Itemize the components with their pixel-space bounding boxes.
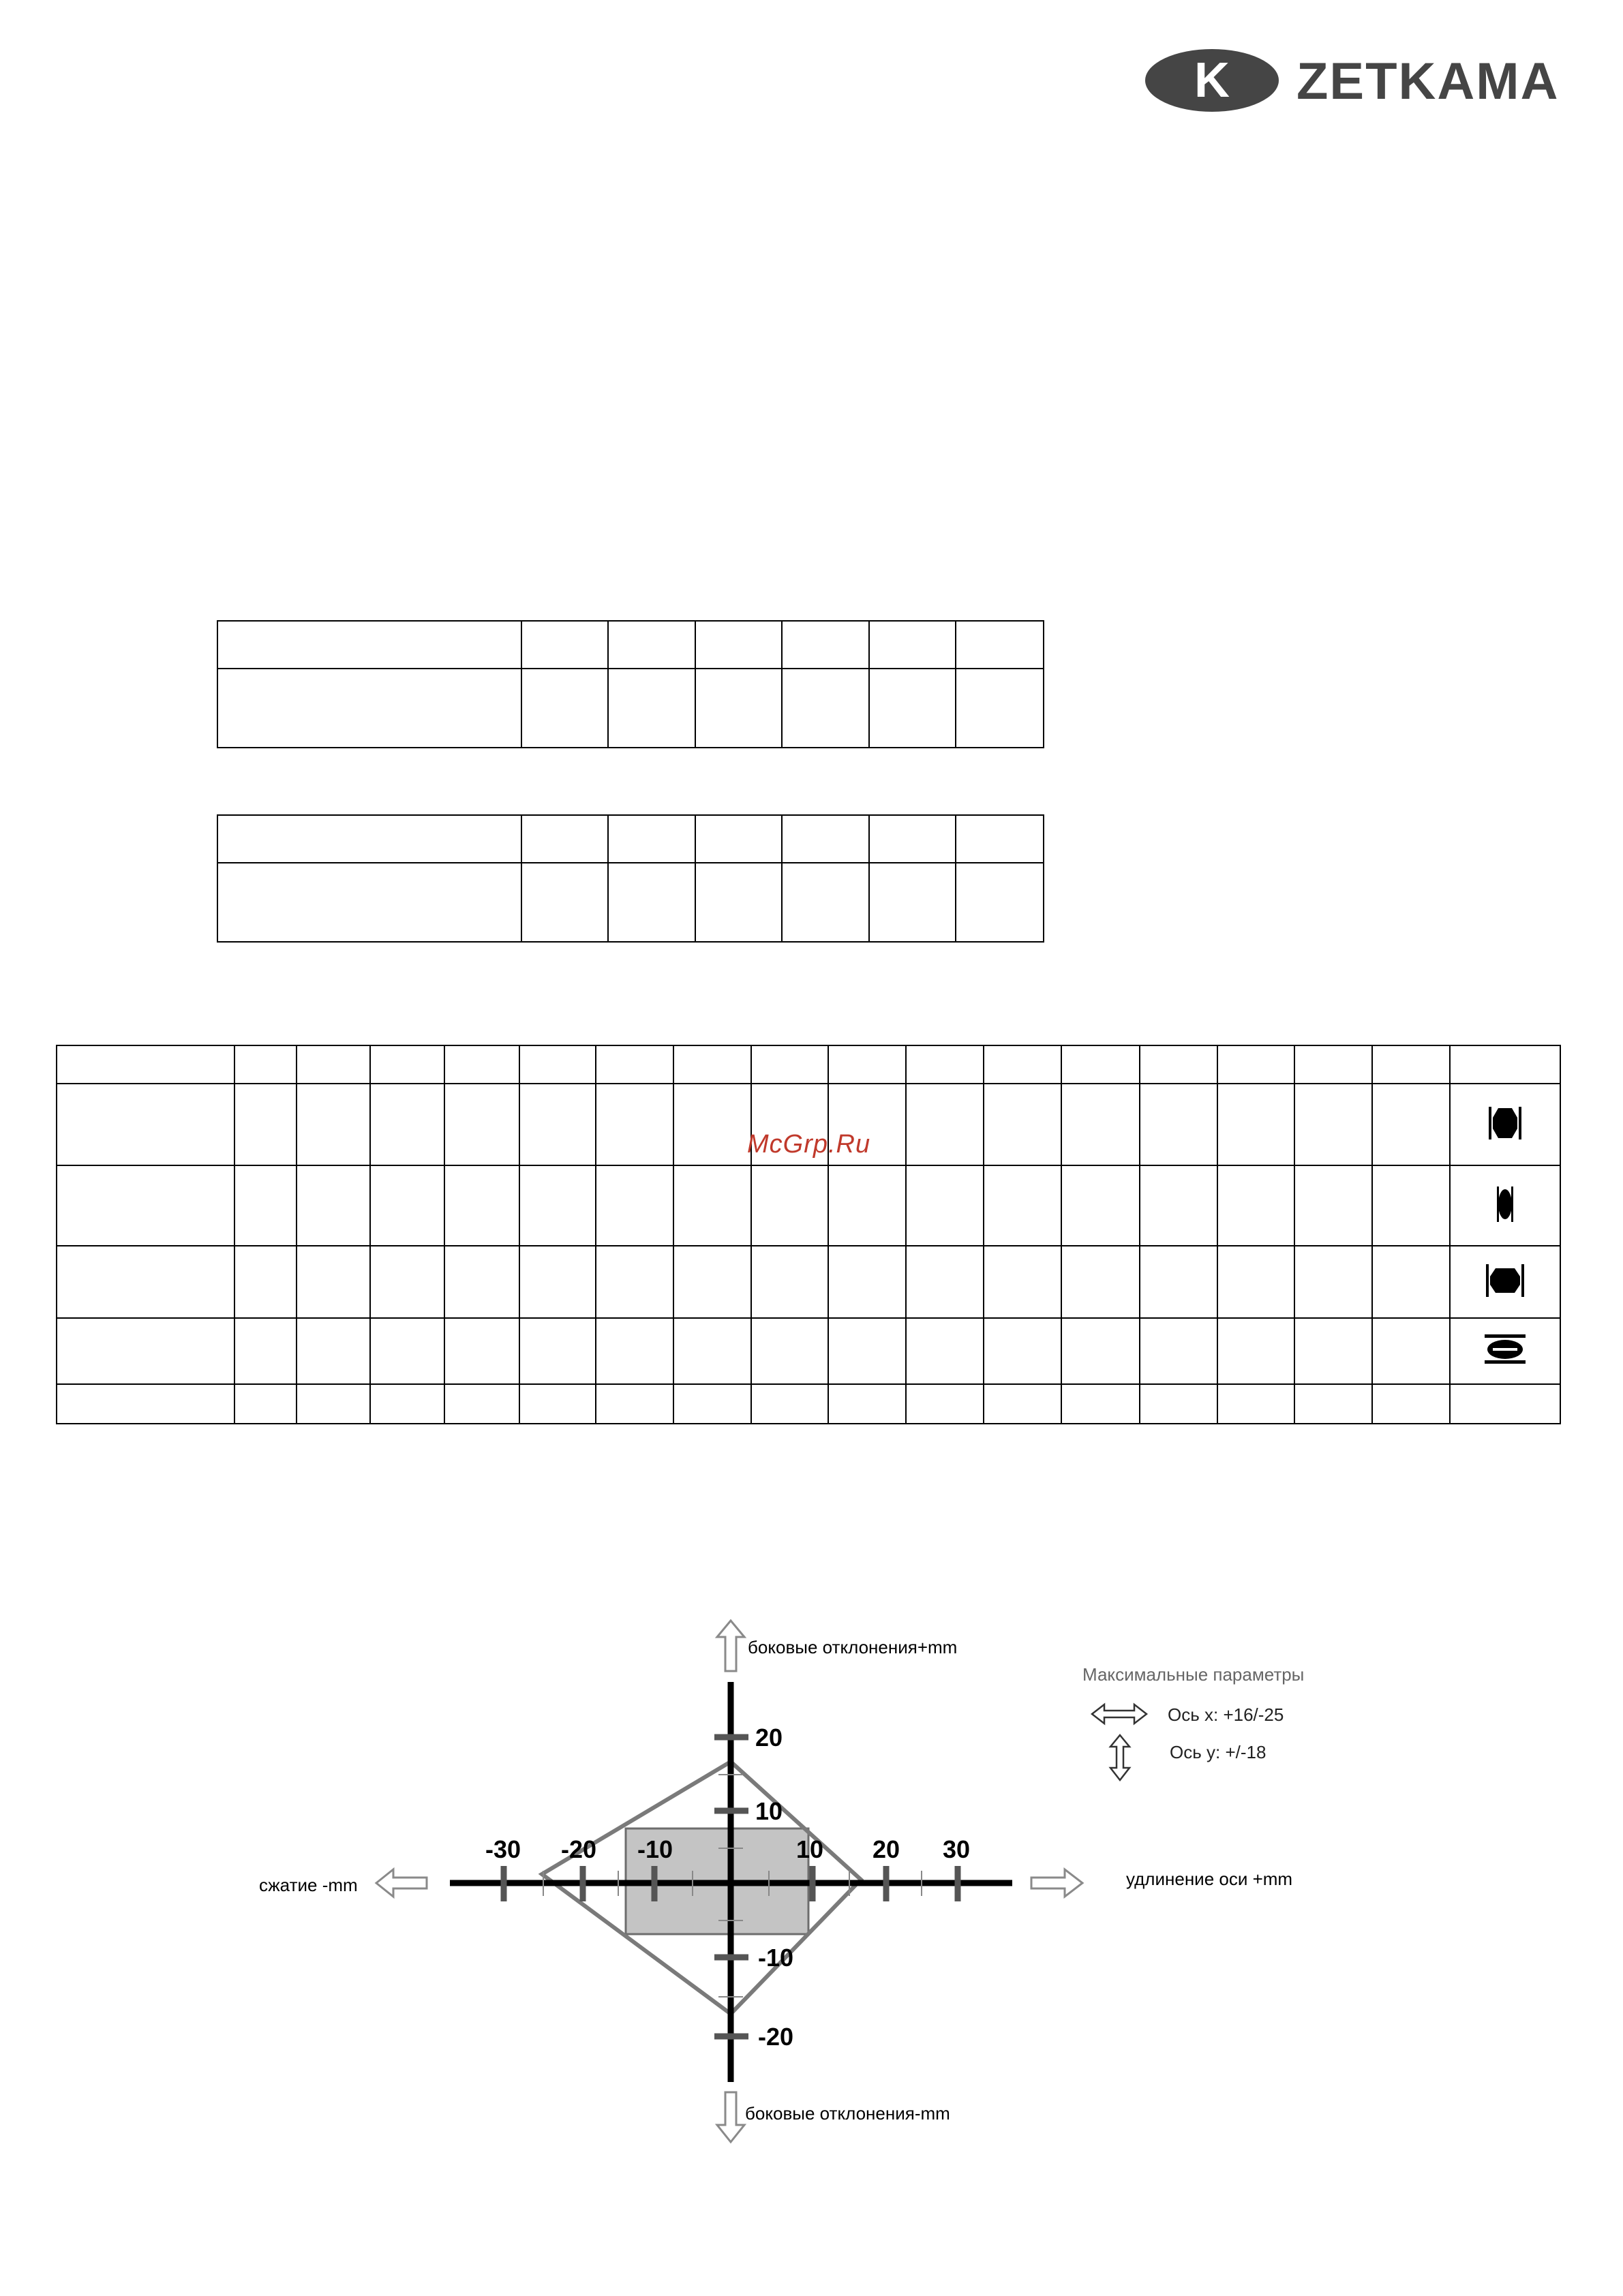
legend-title: Максимальные параметры bbox=[1082, 1664, 1305, 1685]
icon-cell bbox=[1450, 1165, 1560, 1246]
table-row bbox=[217, 669, 1044, 748]
table-cell bbox=[869, 863, 956, 942]
table-cell bbox=[782, 669, 869, 748]
right-direction-label: удлинение оси +mm bbox=[1126, 1869, 1293, 1889]
logo-brand-text: ZETKAMA bbox=[1296, 52, 1560, 110]
double-arrow-vertical-icon bbox=[1110, 1735, 1129, 1780]
table-cell bbox=[956, 863, 1044, 942]
table-cell bbox=[695, 621, 782, 669]
icon-cell bbox=[1450, 1246, 1560, 1318]
y-tick-label: -10 bbox=[758, 1944, 794, 1972]
legend-y-axis: Ось y: +/-18 bbox=[1170, 1742, 1266, 1762]
table-cell bbox=[782, 621, 869, 669]
table-cell bbox=[608, 621, 695, 669]
legend-x-axis: Ось x: +16/-25 bbox=[1168, 1704, 1284, 1725]
table-row bbox=[57, 1246, 1560, 1318]
zetkama-logo bbox=[1145, 46, 1560, 114]
table-cell bbox=[217, 863, 521, 942]
x-tick-label: 10 bbox=[796, 1835, 824, 1863]
x-tick-label: 20 bbox=[873, 1835, 900, 1863]
joint-sphere-icon bbox=[1485, 1104, 1526, 1142]
dimension-table bbox=[56, 1045, 1561, 1424]
movement-diagram bbox=[0, 1602, 1623, 2147]
table-cell bbox=[521, 815, 608, 863]
table-cell bbox=[869, 669, 956, 748]
joint-flat-icon bbox=[1478, 1330, 1532, 1368]
watermark-text: McGrp.Ru bbox=[747, 1130, 871, 1159]
table-cell bbox=[695, 815, 782, 863]
table-row bbox=[57, 1318, 1560, 1384]
down-direction-label: боковые отклонения-mm bbox=[745, 2103, 950, 2124]
table-cell bbox=[217, 621, 521, 669]
table-cell bbox=[956, 815, 1044, 863]
table-cell bbox=[782, 863, 869, 942]
y-tick-label: -20 bbox=[758, 2023, 794, 2051]
table-row bbox=[57, 1165, 1560, 1246]
table-row bbox=[57, 1045, 1560, 1084]
x-tick-label: 30 bbox=[943, 1835, 971, 1863]
x-tick-label: -20 bbox=[561, 1835, 597, 1863]
table-cell bbox=[608, 863, 695, 942]
table-cell bbox=[1450, 1045, 1560, 1084]
parameter-table-1 bbox=[217, 620, 1044, 748]
table-cell bbox=[608, 669, 695, 748]
y-tick-label: 20 bbox=[755, 1724, 783, 1751]
y-tick-label: 10 bbox=[755, 1797, 783, 1825]
left-direction-label: сжатие -mm bbox=[259, 1875, 358, 1895]
up-direction-label: боковые отклонения+mm bbox=[748, 1637, 958, 1657]
arrow-left-icon bbox=[376, 1869, 427, 1897]
double-arrow-horizontal-icon bbox=[1092, 1704, 1147, 1724]
arrow-down-icon bbox=[717, 2092, 744, 2142]
table-cell bbox=[956, 669, 1044, 748]
arrow-up-icon bbox=[717, 1621, 744, 1671]
logo-letter: K bbox=[1194, 53, 1230, 108]
arrow-right-icon bbox=[1031, 1869, 1082, 1897]
joint-wide-icon bbox=[1483, 1261, 1527, 1300]
joint-narrow-icon bbox=[1485, 1184, 1526, 1225]
table-cell bbox=[869, 815, 956, 863]
table-cell bbox=[869, 621, 956, 669]
x-tick-label: -30 bbox=[485, 1835, 521, 1863]
icon-cell bbox=[1450, 1318, 1560, 1384]
table-row bbox=[217, 863, 1044, 942]
table-cell bbox=[695, 863, 782, 942]
x-tick-label: -10 bbox=[637, 1835, 673, 1863]
table-cell bbox=[217, 669, 521, 748]
parameter-table-2 bbox=[217, 814, 1044, 943]
icon-cell bbox=[1450, 1084, 1560, 1165]
table-cell bbox=[521, 863, 608, 942]
table-cell bbox=[608, 815, 695, 863]
table-cell bbox=[782, 815, 869, 863]
table-row bbox=[217, 815, 1044, 863]
table-cell bbox=[695, 669, 782, 748]
table-row bbox=[217, 621, 1044, 669]
table-cell bbox=[521, 621, 608, 669]
table-row bbox=[57, 1384, 1560, 1424]
table-cell bbox=[956, 621, 1044, 669]
table-cell bbox=[217, 815, 521, 863]
table-cell bbox=[521, 669, 608, 748]
